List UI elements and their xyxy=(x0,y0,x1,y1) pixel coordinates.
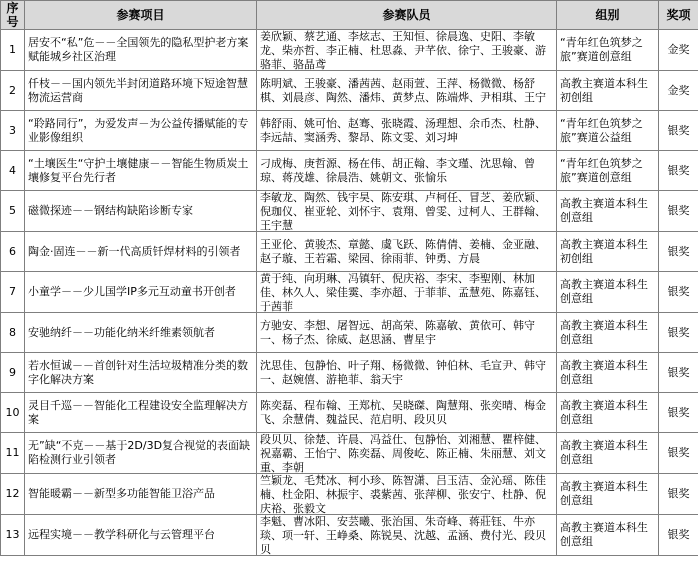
row-project: 智能暖霸－－新型多功能智能卫浴产品 xyxy=(25,474,257,515)
header-no: 序号 xyxy=(1,1,25,30)
row-award: 银奖 xyxy=(659,191,698,232)
row-members xyxy=(257,353,557,393)
header-project: 参赛项目 xyxy=(25,1,257,30)
row-group: 高教主赛道本科生初创组 xyxy=(557,232,659,272)
row-group: 高教主赛道本科生创意组 xyxy=(557,515,659,556)
row-no: 1 xyxy=(1,30,25,71)
row-no: 3 xyxy=(1,111,25,151)
table-row xyxy=(1,515,698,556)
row-project: 安驰纳纤－－功能化纳米纤维素领航者 xyxy=(25,313,257,353)
row-award: 银奖 xyxy=(659,474,698,515)
table-row xyxy=(1,30,698,71)
row-project: 远程实境－－教学科研化与云管理平台 xyxy=(25,515,257,556)
row-project: 小童学－－少儿国学IP多元互动童书开创者 xyxy=(25,272,257,313)
table-row xyxy=(1,111,698,151)
row-members-text: 刁成梅、庚哲源、杨在伟、胡正翰、李文瑾、沈思翰、曾琼、蒋茂雄、徐晨浩、姚朝文、张愉乐 xyxy=(260,156,535,184)
row-project: 磁微探迹－－钢结构缺陷诊断专家 xyxy=(25,191,257,232)
row-members-text: 黄于纯、向玥琳、冯镇轩、倪庆裕、李宋、李聖刚、林加佳、林久人、梁佳霙、李亦超、于菲菲、孟慧苑、陈嘉钰、于茜菲 xyxy=(260,272,546,312)
row-members xyxy=(257,151,557,191)
row-award: 银奖 xyxy=(659,393,698,433)
header-row xyxy=(1,1,698,30)
table-row xyxy=(1,151,698,191)
row-award: 银奖 xyxy=(659,111,698,151)
table-row xyxy=(1,313,698,353)
row-members xyxy=(257,515,557,556)
header-award: 奖项 xyxy=(659,1,698,30)
row-project: 仟枝－－国内领先半封闭道路环境下短途智慧物流运营商 xyxy=(25,71,257,111)
row-members xyxy=(257,232,557,272)
row-members-text: 韩舒雨、姚可怡、赵骞、张晓霞、汤理想、余币杰、杜静、李远喆、窦涵秀、黎昂、陈文雯、刘习坤 xyxy=(260,116,546,144)
row-no: 10 xyxy=(1,393,25,433)
row-members-text: 陈奕磊、程布翰、王郑杭、吴晓磔、陶慧翔、张奕晴、梅金飞、余慧倩、魏益民、范启明、段贝贝 xyxy=(260,398,546,426)
row-no: 7 xyxy=(1,272,25,313)
row-group: 高教主赛道本科生创意组 xyxy=(557,272,659,313)
row-project: 陶金·固连－－新一代高质钎焊材料的引领者 xyxy=(25,232,257,272)
row-award: 银奖 xyxy=(659,313,698,353)
row-members-text: 陈明斌、王骏豪、潘茜茜、赵雨萱、王萍、杨微微、杨舒棋、刘晨彦、陶然、潘炜、黄梦点、陈端烨、尹相琪、王宁 xyxy=(260,76,546,104)
row-group: 高教主赛道本科生创意组 xyxy=(557,474,659,515)
row-group: 高教主赛道本科生创意组 xyxy=(557,313,659,353)
row-group: 高教主赛道本科生创意组 xyxy=(557,353,659,393)
row-project: 居安不“私”危－－全国领先的隐私型护老方案赋能城乡社区治理 xyxy=(25,30,257,71)
row-award: 银奖 xyxy=(659,353,698,393)
row-members xyxy=(257,191,557,232)
header-group: 组别 xyxy=(557,1,659,30)
row-members xyxy=(257,272,557,313)
row-members-text: 王亚伦、黄骏杰、章懿、虞飞跃、陈倩倩、姜楠、金亚融、赵子璇、王若霜、梁园、徐雨菲、钟勇、方晨 xyxy=(260,237,546,265)
row-award: 银奖 xyxy=(659,515,698,556)
row-no: 9 xyxy=(1,353,25,393)
row-members xyxy=(257,71,557,111)
table-row xyxy=(1,232,698,272)
row-members-text: 段贝贝、徐楚、许晨、冯益仕、包静怡、刘湘慧、瞿梓健、祝嘉霸、王怡宁、陈奕磊、周俊屹、陈正楠、朱丽慧、刘文重、李朝 xyxy=(260,433,546,473)
row-no: 12 xyxy=(1,474,25,515)
row-group: “青年红色筑梦之旅”赛道公益组 xyxy=(557,111,659,151)
row-members-text: 沈思佳、包静怡、叶子翔、杨微微、钟伯林、毛宣尹、韩守一、赵婉僖、游艳菲、翁天宇 xyxy=(260,358,546,386)
row-project: “聆路同行”，为爱发声－为公益传播赋能的专业影像组织 xyxy=(25,111,257,151)
row-award: 金奖 xyxy=(659,71,698,111)
table-row xyxy=(1,191,698,232)
row-project: “土壤医生“守护土壤健康－－智能生物质炭土壤修复平台先行者 xyxy=(25,151,257,191)
row-award: 银奖 xyxy=(659,232,698,272)
row-members xyxy=(257,111,557,151)
row-members xyxy=(257,393,557,433)
row-project: 灵目千巡－－智能化工程建设安全监理解决方案 xyxy=(25,393,257,433)
row-members xyxy=(257,313,557,353)
row-award: 金奖 xyxy=(659,30,698,71)
row-group: 高教主赛道本科生初创组 xyxy=(557,71,659,111)
row-group: “青年红色筑梦之旅”赛道创意组 xyxy=(557,30,659,71)
table-row xyxy=(1,393,698,433)
row-project: 无”缺“不克－－基于2D/3D复合视觉的表面缺陷检测行业引领者 xyxy=(25,433,257,474)
row-group: 高教主赛道本科生创意组 xyxy=(557,433,659,474)
row-members-text: 竺颖龙、毛梵冰、柯小珍、陈智潇、吕玉洁、金沁瑶、陈佳楠、杜金阳、林振宇、裘紫茜、张萍柳、张安宁、杜静、倪庆裕、张毅文 xyxy=(260,474,546,514)
row-no: 5 xyxy=(1,191,25,232)
row-no: 8 xyxy=(1,313,25,353)
row-members-text: 李敏龙、陶然、钱宇昊、陈安琪、卢柯任、冒芝、姜欣颖、倪珈仪、崔亚轮、刘怀宇、袁翔、曾雯、过柯人、王群翰、王宇慧 xyxy=(260,191,546,231)
row-members xyxy=(257,30,557,71)
row-no: 11 xyxy=(1,433,25,474)
row-members-text: 姜欣颖、蔡艺通、李炫志、王知恒、徐晨逸、史阳、李敏龙、柴亦哲、李正楠、杜思淼、尹芊依、徐宁、王骏豪、游骆菲、骆晶鸢 xyxy=(260,30,546,70)
row-no: 6 xyxy=(1,232,25,272)
row-no: 2 xyxy=(1,71,25,111)
row-project: 若水恒诚－－首创针对生活垃圾精准分类的数字化解决方案 xyxy=(25,353,257,393)
header-members: 参赛队员 xyxy=(257,1,557,30)
row-members xyxy=(257,433,557,474)
table-row xyxy=(1,433,698,474)
row-no: 4 xyxy=(1,151,25,191)
row-award: 银奖 xyxy=(659,272,698,313)
table-row xyxy=(1,353,698,393)
table-row xyxy=(1,272,698,313)
table-row xyxy=(1,474,698,515)
row-members-text: 方驰安、李想、屠智远、胡高荣、陈嘉敏、黄依可、韩守一、杨子杰、徐威、赵思涵、曹星宇 xyxy=(260,318,535,346)
row-group: 高教主赛道本科生创意组 xyxy=(557,393,659,433)
row-members-text: 李魁、曹冰阳、安芸曦、张治国、朱奇峰、蒋莊钰、牛亦琰、项一轩、王峥桑、陈锐昊、沈越、孟涵、费付光、段贝贝 xyxy=(260,515,546,555)
row-award: 银奖 xyxy=(659,433,698,474)
table-row xyxy=(1,71,698,111)
row-group: 高教主赛道本科生创意组 xyxy=(557,191,659,232)
row-group: “青年红色筑梦之旅”赛道创意组 xyxy=(557,151,659,191)
row-award: 银奖 xyxy=(659,151,698,191)
row-no: 13 xyxy=(1,515,25,556)
row-members xyxy=(257,474,557,515)
